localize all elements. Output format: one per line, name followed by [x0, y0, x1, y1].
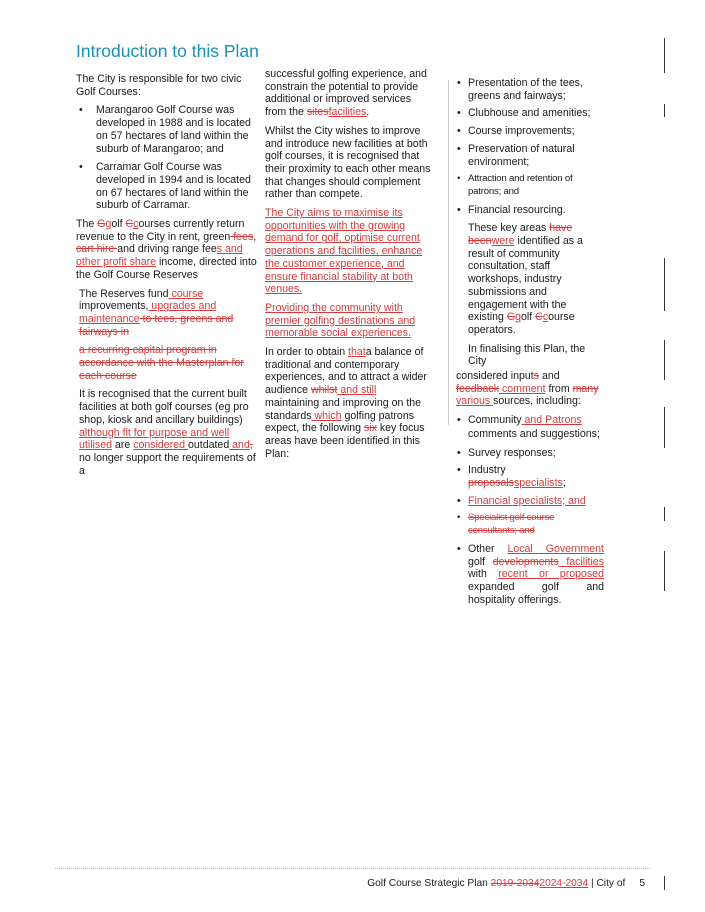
list-item: • Preservation of natural environment; — [456, 143, 604, 168]
page-number: 5 — [639, 878, 645, 889]
list-item: • Presentation of the tees, greens and fairways; — [456, 77, 604, 102]
deleted-paragraph: a recurring capital program in accordance with the Masterplan for each course — [79, 344, 244, 382]
intro-paragraph: The City is responsible for two civic Golf Courses: — [76, 73, 242, 98]
change-bar — [664, 38, 665, 73]
focus-areas-paragraph: In order to obtain thata balance of traditional and contemporary experiences, and to attract a wider audience whilst and still maintaining and improving on the standards which golfing patrons expect, the following six key focus areas have been identified in this Plan: — [265, 346, 427, 460]
finalising-line: In finalising this Plan, the City — [468, 342, 586, 368]
list-item: • Clubhouse and amenities; — [456, 107, 604, 120]
sources-list — [456, 414, 604, 606]
list-item: • Carramar Golf Course was developed in 1994 and is located on 67 hectares of land within the suburb of Carramar. — [76, 161, 261, 212]
page-title: Introduction to this Plan — [76, 41, 259, 61]
list-item: • Course improvements; — [456, 125, 604, 138]
list-item: • Survey responses; — [456, 447, 604, 460]
list-item: • Community and Patrons — [456, 414, 604, 427]
change-bar — [664, 104, 665, 117]
community-paragraph: Providing the community with premier golfing destinations and memorable social experiences. — [265, 301, 416, 340]
list-item: • Other Local Government golf developments facilities with recent or proposed expanded golf and hospitality offerings. — [456, 543, 604, 607]
list-item: • Specialist golf course consultants; and — [456, 512, 604, 537]
list-item: • Marangaroo Golf Course was developed in 1988 and is located on 57 hectares of land within the suburb of Marangaroo; and — [76, 104, 261, 155]
change-bar — [664, 407, 665, 448]
inputs-paragraph: considered inputs and feedback comment from many various sources, including: — [456, 370, 599, 408]
change-bar — [664, 258, 665, 311]
list-item-continuation: comments and suggestions; — [468, 427, 600, 440]
list-item: • Financial resourcing. — [456, 204, 604, 217]
page-footer: Golf Course Strategic Plan 2019-20342024-2034 | City of 5 — [367, 878, 645, 889]
list-item: • Industry proposalsspecialists; — [456, 464, 604, 489]
golfing-experience-paragraph: successful golfing experience, and constrain the potential to provide additional or improved services from the sitesfacilities. — [265, 68, 427, 119]
key-areas-paragraph: These key areas have beenwere identified as a result of community consultation, staff workshops, industry submissions and engagement with the existing Ggolf Ccourse operators. — [468, 222, 583, 336]
change-bar — [664, 551, 665, 591]
complement-paragraph: Whilst the City wishes to improve and introduce new facilities at both golf courses, it is recognised that their proximity to each other means that changes should complement rather than compete. — [265, 124, 431, 201]
change-bar — [664, 876, 665, 890]
change-bar — [664, 340, 665, 380]
reserves-paragraph: The Reserves fund course improvements, upgrades and maintenance to tees, greens and fairways in — [79, 287, 234, 338]
column-2 — [265, 68, 432, 466]
list-item: • Attraction and retention of patrons; and — [456, 173, 604, 198]
column-divider — [448, 80, 449, 425]
column-3 — [456, 77, 604, 612]
change-bar — [664, 507, 665, 521]
revenue-paragraph: The Ggolf Ccourses currently return revenue to the City in rent, green fees, cart hire and driving range fees and other profit share income, directed into the Golf Course Reserves — [76, 218, 257, 281]
focus-areas-list — [456, 77, 604, 216]
aims-paragraph: The City aims to maximise its opportunities with the growing demand for golf, optimise current operations and facilities, enhance the customer experience, and ensure financial stability at both venues. — [265, 207, 423, 296]
list-item: • Financial specialists; and — [456, 495, 604, 508]
column-1 — [76, 73, 261, 483]
golf-courses-list — [76, 104, 261, 212]
facilities-paragraph: It is recognised that the current built facilities at both golf courses (eg pro shop, kiosk and ancillary buildings) although fit for purpose and well utilised are considered outdated and, no longer support the requirements of a — [79, 388, 256, 477]
footer-divider — [55, 868, 650, 869]
